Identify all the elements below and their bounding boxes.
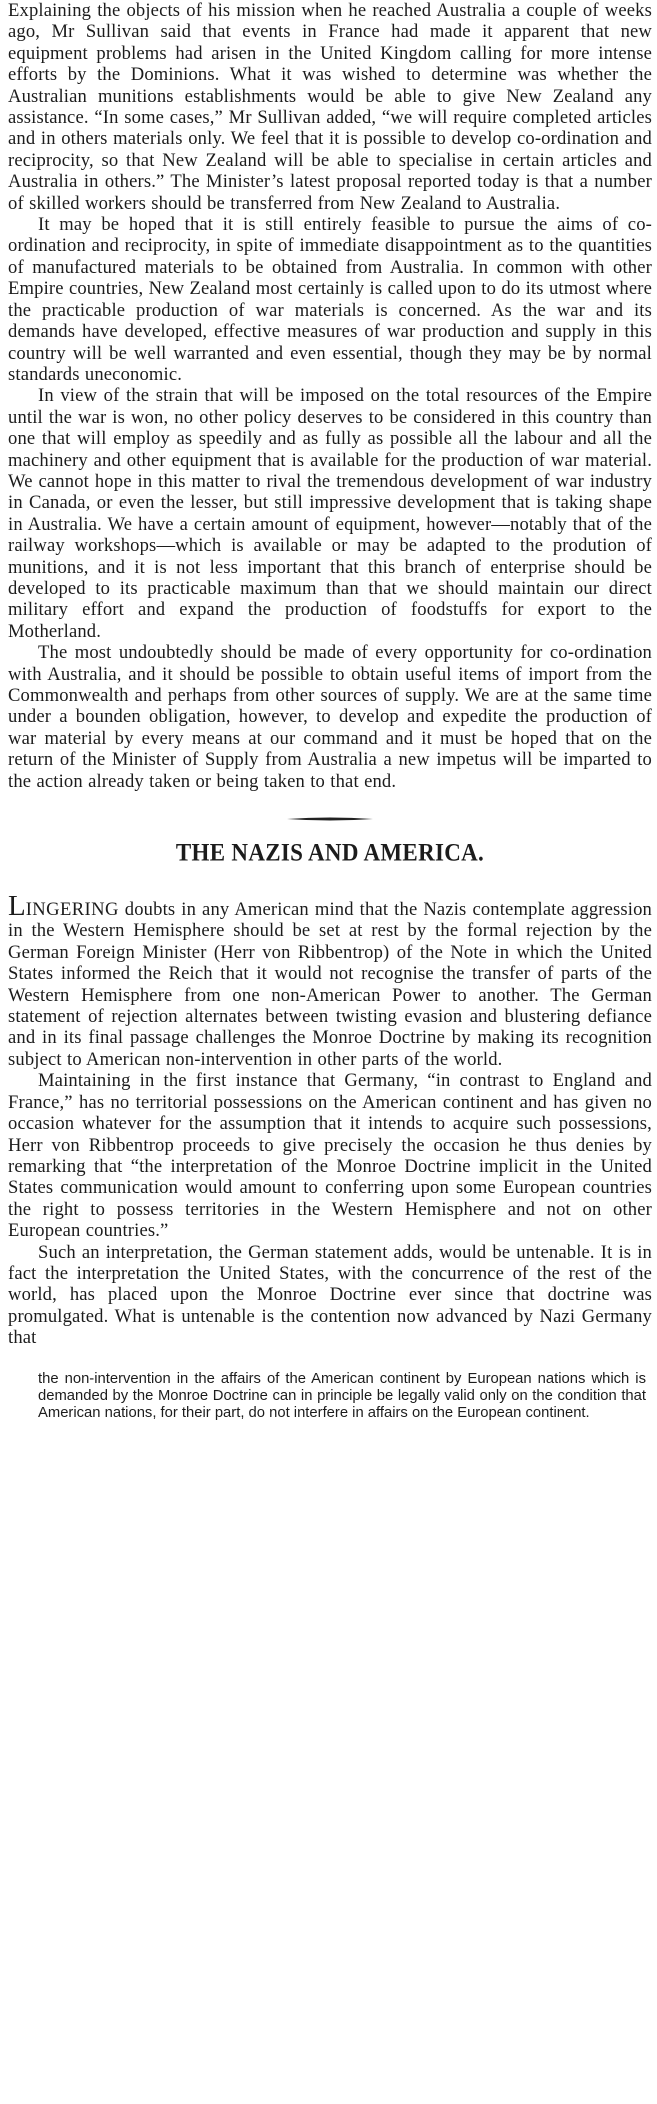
article-paragraph: Maintaining in the first instance that Germany, “in contrast to England and France,” has no territorial possessions on the American continent and has given no occasion whatever for the assumption that it intends to acquire such possessions, Herr von Ribbentrop proceeds to give precisely the occasion he thus denies by remarking that “the interpretation of the Monroe Doctrine implicit in the United States communication would amount to conferring upon some European countries the right to possess territories in the Western Hemisphere and not on other European countries.”: [8, 1070, 652, 1242]
lead-caps: INGERING: [25, 899, 119, 921]
article-paragraph: In view of the strain that will be imposed on the total resources of the Empire until the war is won, no other policy deserves to be considered in this country than one that will employ as speedily and as fully as possible all the labour and all the machinery and other equipment that is available for the production of war material. We cannot hope in this matter to rival the tremendous development of war industry in Canada, or even the lesser, but still impressive development that is taking shape in Australia. We have a certain amount of equipment, however—notably that of the railway workshops—which is available or may be adapted to the prodution of munitions, and it is not less important that this branch of enterprise should be developed to its practicable maximum than that we should maintain our direct military effort and expand the production of foodstuffs for export to the Motherland.: [8, 385, 652, 642]
lead-paragraph: [8, 890, 652, 1070]
article-headline: THE NAZIS AND AMERICA.: [175, 838, 485, 867]
article-paragraph: The most undoubtedly should be made of every opportunity for co-ordination with Australia, and it should be possible to obtain useful items of import from the Commonwealth and perhaps from other sources of supply. We are at the same time under a bounden obligation, however, to develop and expedite the production of war material by every means at our command and it must be hoped that on the return of the Minister of Supply from Australia a new impetus will be imparted to the action already taken or being taken to that end.: [8, 642, 652, 792]
article-nazis-and-america: [8, 890, 652, 1349]
block-quote: the non-intervention in the affairs of the American continent by European nations which is demanded by the Monroe Doctrine can in principle be legally valid only on the condition that American nations, for their part, do not interfere in affairs on the European continent.: [38, 1370, 646, 1422]
article-paragraph: It may be hoped that it is still entirely feasible to pursue the aims of co-ordination and reciprocity, in spite of immediate disappointment as to the quantities of manufactured materials to be obtained from Australia. In common with other Empire countries, New Zealand most certainly is called upon to do its utmost where the practicable production of war materials is concerned. As the war and its demands have developed, effective measures of war production and supply in this country will be well warranted and even essential, though they may be by normal standards uneconomic.: [8, 214, 652, 385]
lead-text: doubts in any American mind that the Nazis contemplate aggression in the Western Hemisphere should be set at rest by the formal rejection by the German Foreign Minister (Herr von Ribbentrop) of the Note in which the United States informed the Reich that it would not recognise the transfer of parts of the Western Hemisphere from one non-American Power to another. The German statement of rejection alternates between twisting evasion and blustering defiance and in its final passage challenges the Monroe Doctrine by making its recognition subject to American non-intervention in other parts of the world.: [8, 899, 652, 1070]
newspaper-page: [8, 0, 652, 2104]
article-paragraph: Such an interpretation, the German statement adds, would be untenable. It is in fact the interpretation the United States, with the concurrence of the rest of the world, has placed upon the Monroe Doctrine ever since that doctrine was promulgated. What is untenable is the contention now advanced by Nazi Germany that: [8, 1241, 652, 1349]
article-mission-report: [8, 0, 652, 792]
article-paragraph: Explaining the objects of his mission when he reached Australia a couple of weeks ago, Mr Sullivan said that events in France had made it apparent that new equipment problems had arisen in the United Kingdom calling for more intense efforts by the Dominions. What it was wished to determine was whether the Australian munitions establishments would be able to give New Zealand any assistance. “In some cases,” Mr Sullivan added, “we will require completed articles and in others materials only. We feel that it is possible to develop co-ordination and reciprocity, so that New Zealand will be able to specialise in certain articles and Australia in others.” The Minister’s latest proposal reported today is that a number of skilled workers should be transferred from New Zealand to Australia.: [8, 0, 652, 214]
section-divider-rule: [285, 816, 375, 822]
drop-cap: L: [8, 890, 26, 923]
